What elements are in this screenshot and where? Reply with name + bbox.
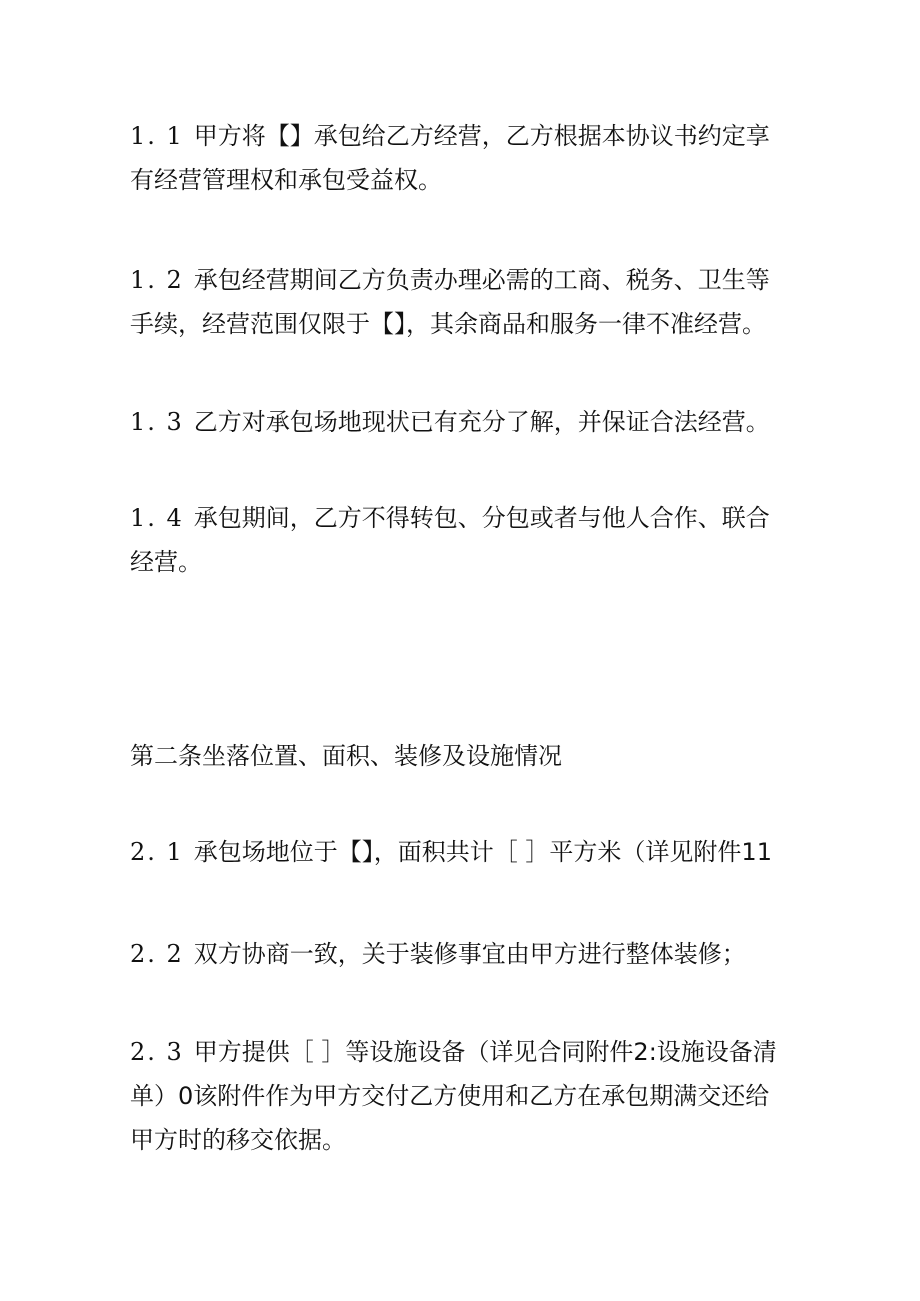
clause-number: 2. 2 [130, 940, 184, 968]
clause-2-3 [130, 1030, 790, 1162]
clause-text: 承包经营期间乙方负责办理必需的工商、税务、卫生等手续，经营范围仅限于【】，其余商品和服务一律不准经营。 [130, 266, 770, 338]
clause-number: 1. 3 [130, 408, 184, 436]
clause-number: 1. 1 [130, 122, 184, 150]
clause-number: 2. 1 [130, 838, 184, 866]
clause-2-1 [130, 830, 790, 874]
clause-1-4 [130, 496, 790, 584]
section-heading: 第二条坐落位置、面积、装修及设施情况 [130, 742, 562, 770]
clause-text: 甲方提供［ ］等设施设备（详见合同附件2:设施设备清单）0该附件作为甲方交付乙方使用和乙方在承包期满交还给甲方时的移交依据。 [130, 1038, 777, 1154]
clause-text: 双方协商一致，关于装修事宜由甲方进行整体装修； [193, 940, 746, 968]
clause-number: 1. 4 [130, 504, 184, 532]
clause-text: 承包期间，乙方不得转包、分包或者与他人合作、联合经营。 [130, 504, 770, 576]
clause-number: 1. 2 [130, 266, 184, 294]
clause-number: 2. 3 [130, 1038, 184, 1066]
clause-1-2 [130, 258, 790, 346]
clause-text: 承包场地位于【】，面积共计［ ］平方米（详见附件11 [193, 838, 772, 866]
clause-1-1 [130, 114, 790, 202]
clause-1-3 [130, 400, 790, 444]
clause-2-2 [130, 932, 790, 976]
clause-text: 乙方对承包场地现状已有充分了解，并保证合法经营。 [193, 408, 770, 436]
clause-text: 甲方将【】承包给乙方经营，乙方根据本协议书约定享有经营管理权和承包受益权。 [130, 122, 770, 194]
